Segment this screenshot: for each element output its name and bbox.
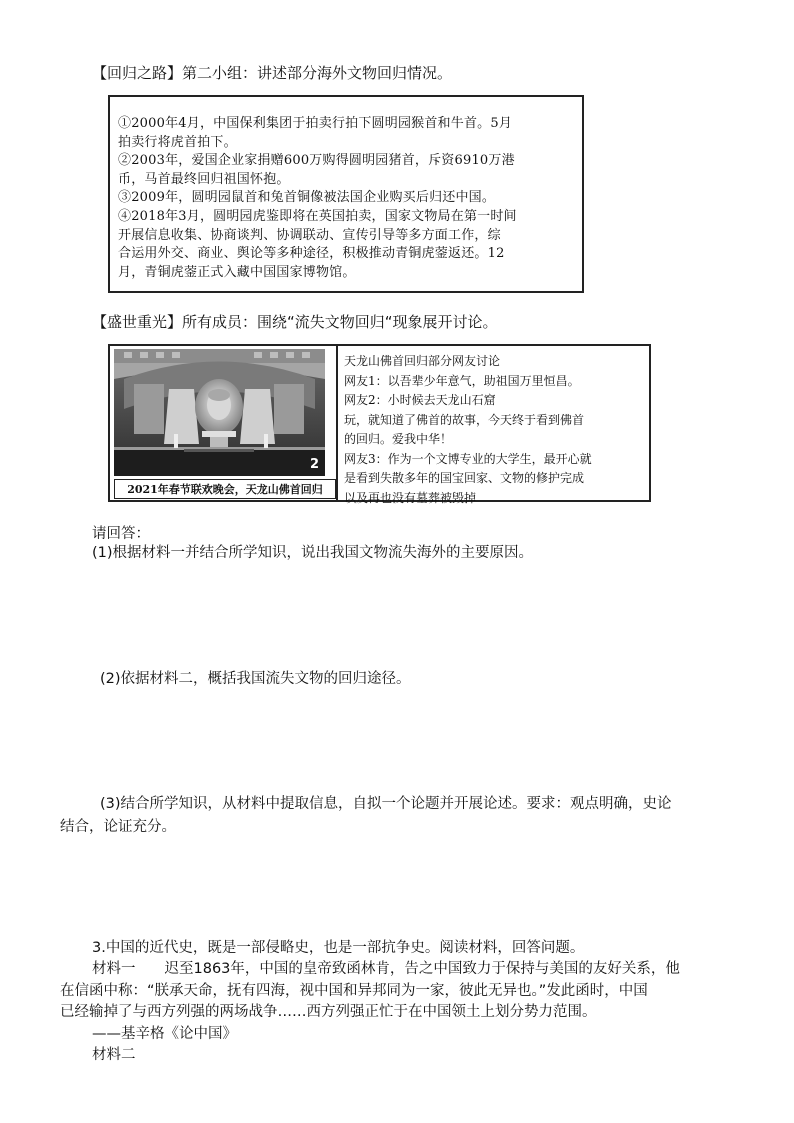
material-2-label: 材料二	[92, 1047, 136, 1063]
question-3-line-1: (3)结合所学知识，从材料中提取信息，自拟一个论题并开展论述。要求：观点明确，史论	[100, 796, 672, 812]
text-line: ③2009年，圆明园鼠首和兔首铜像被法国企业购买后归还中国。	[118, 190, 496, 206]
section-heading-return-road: 【回归之路】第二小组：讲述部分海外文物回归情况。	[92, 64, 453, 82]
text-line: 玩，就知道了佛首的故事，今天终于看到佛首	[344, 412, 585, 427]
text-line: 拍卖行将虎首拍下。	[118, 134, 237, 150]
return-cases-text	[118, 115, 578, 282]
netizen-discussion-text	[344, 352, 644, 508]
text-line: 合运用外交、商业、舆论等多种途径，积极推动青铜虎蓥返还。12	[118, 246, 505, 262]
box-divider	[336, 346, 338, 500]
text-line: 月，青铜虎蓥正式入藏中国国家博物馆。	[118, 264, 356, 280]
gala-stage-photo	[114, 349, 325, 476]
question-2: (2)依据材料二，概括我国流失文物的回归途径。	[100, 671, 411, 687]
material-1-line-1: 材料一 迟至1863年，中国的皇帝致函林肯，告之中国致力于保持与美国的友好关系，他	[92, 961, 680, 977]
text-line: 天龙山佛首回归部分网友讨论	[344, 354, 501, 368]
material-1-source: ——基辛格《论中国》	[92, 1026, 237, 1042]
question-1: (1)根据材料一并结合所学知识，说出我国文物流失海外的主要原因。	[92, 545, 534, 561]
stage-illustration	[114, 349, 325, 476]
question-3-line-2: 结合，论证充分。	[60, 819, 176, 835]
text-line: 网友1：以吾辈少年意气，助祖国万里恒昌。	[344, 373, 580, 388]
material-box-return-cases	[108, 95, 584, 293]
text-line: 开展信息收集、协商谈判、协调联动、宣传引导等多方面工作，综	[118, 227, 501, 243]
answer-prompt: 请回答：	[92, 526, 150, 542]
photo-caption: 2021年春节联欢晚会，天龙山佛首回归	[114, 479, 336, 499]
text-line: 币，马首最终回归祖国怀抱。	[118, 171, 290, 187]
material-box-discussion	[108, 344, 651, 505]
text-line: 网友3：作为一个文博专业的大学生，最开心就	[344, 451, 592, 466]
broadcast-logo: 2	[309, 457, 319, 472]
text-line: 是看到失散多年的国宝回家、文物的修护完成	[344, 471, 585, 485]
text-line: ④2018年3月，圆明园虎鉴即将在英国拍卖，国家文物局在第一时间	[118, 208, 517, 224]
text-line: 以及再也没有墓葬被毁掉	[344, 490, 477, 505]
problem-3-title: 3.中国的近代史，既是一部侵略史，也是一部抗争史。阅读材料，回答问题。	[92, 940, 585, 956]
material-1-line-2: 在信函中称：“朕承天命，抚有四海，视中国和异邦同为一家，彼此无异也。”发此函时，中国	[60, 983, 648, 999]
text-line: 的回归。爱我中华！	[344, 432, 453, 446]
text-line: ②2003年，爱国企业家捐赠600万购得圆明园猪首，斥资6910万港	[118, 153, 515, 169]
material-1-line-3: 已经输掉了与西方列强的两场战争……西方列强正忙于在中国领土上划分势力范围。	[60, 1004, 597, 1020]
text-line: 网友2：小时候去天龙山石窟	[344, 393, 496, 407]
text-line: ①2000年4月，中国保利集团于拍卖行拍下圆明园猴首和牛首。5月	[118, 116, 513, 131]
section-heading-rebirth: 【盛世重光】所有成员：围绕“流失文物回归“现象展开讨论。	[92, 313, 498, 331]
